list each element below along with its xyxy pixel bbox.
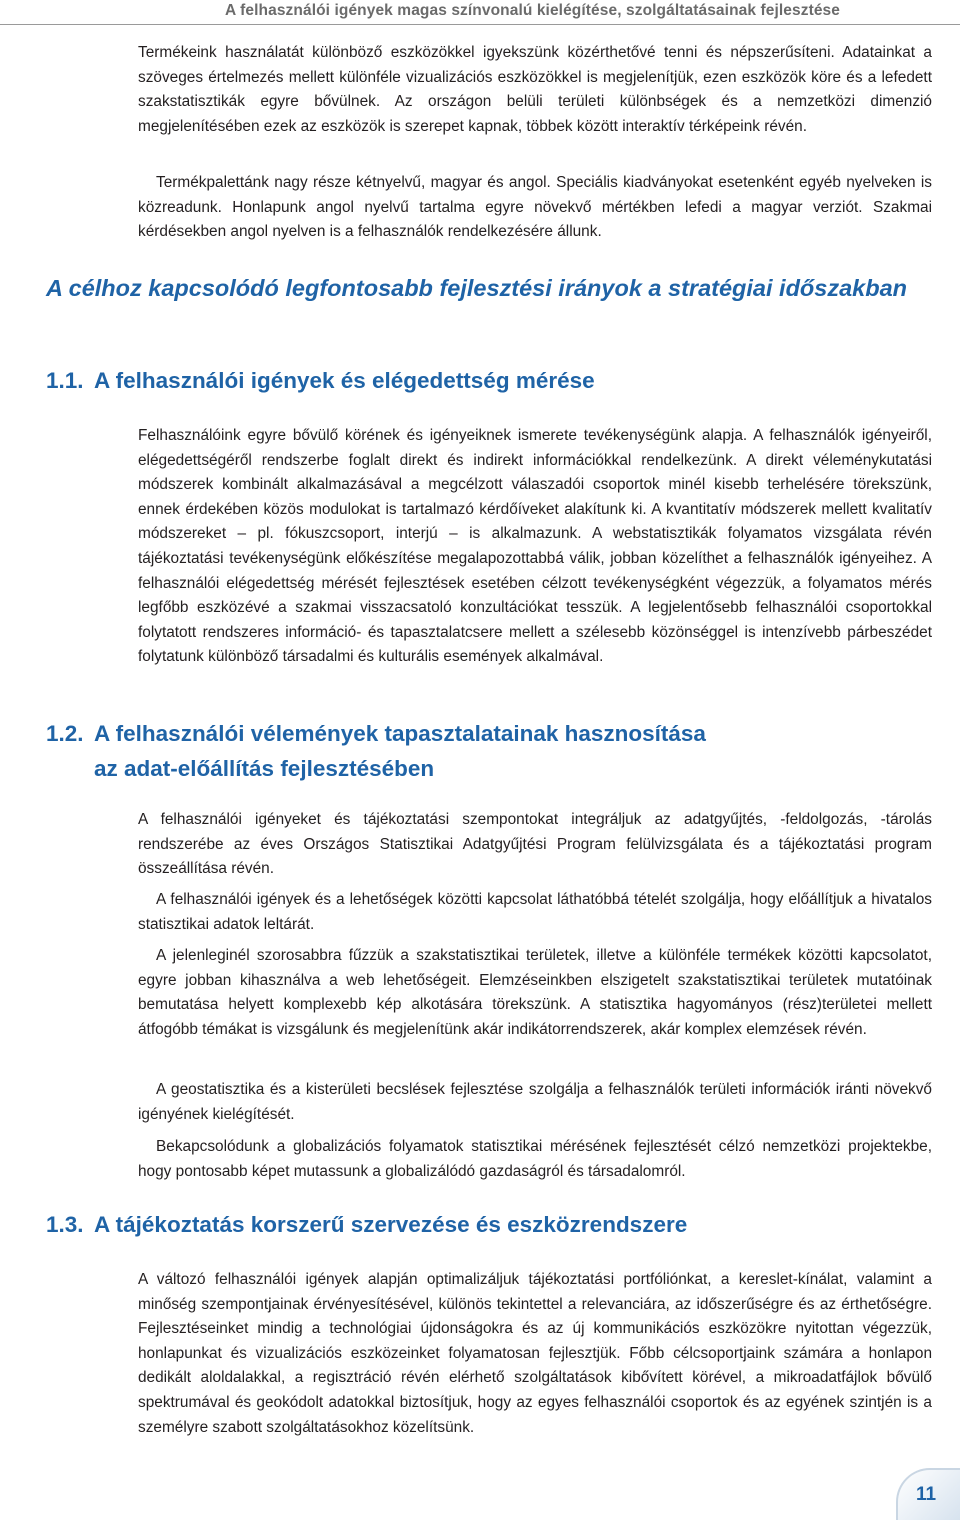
subsection-1-3-paragraph: A változó felhasználói igények alapján optimalizáljuk tájékoztatási portfóliónkat, a kereslet-kínálat, valamint a minőség szempontjainak érvényesítésével, különös tekintettel a relevanciára, az időszerűségre és az érthetőségre. Fejlesztéseinket mindig a technológiai újdonságokra és az új kommunikációs eszközökre nyitottan végezzük, honlapunkat és vizualizációs eszközeinket folyamatosan fejlesztjük. Főbb célcsoportjaink számára a honlapon dedikált aloldalakkal, a regisztráció révén elérhető szolgáltatások kibővített körével, a mikroadatfájlok bővülő spektrumával és geokódolt adatokkal biztosítjuk, hogy az egyes felhasználói csoportok és az egyének szintjén is a személyre szabott szolgáltatásokhoz közelítsünk. bbox=[138, 1271, 932, 1436]
subsection-title: A tájékoztatás korszerű szervezése és eszközrendszere bbox=[94, 1212, 688, 1237]
subsection-1-1-heading bbox=[46, 363, 926, 398]
subsection-1-2-paragraph-4: A geostatisztika és a kisterületi becslések fejlesztése szolgálja a felhasználók területi információk iránti növekvő igényének kielégítését. bbox=[138, 1081, 932, 1123]
running-header: A felhasználói igények magas színvonalú kielégítése, szolgáltatásainak fejlesztése bbox=[225, 2, 840, 19]
page-number: 11 bbox=[916, 1484, 937, 1505]
subsection-number: 1.3. bbox=[46, 1212, 84, 1237]
section-title: A célhoz kapcsolódó legfontosabb fejlesztési irányok a stratégiai időszakban bbox=[46, 275, 908, 301]
subsection-title-line-2: az adat-előállítás fejlesztésében bbox=[94, 756, 435, 781]
page-number-tab bbox=[896, 1468, 960, 1520]
subsection-1-2-paragraph-1: A felhasználói igényeket és tájékoztatási szempontokat integráljuk az adatgyűjtés, -feldolgozás, -tárolás rendszerébe az éves Országos Statisztikai Adatgyűjtési Program felülvizsgálata és a tájékoztatási program összeállítása révén. bbox=[138, 811, 932, 878]
subsection-number: 1.2. bbox=[46, 721, 84, 746]
subsection-title: A felhasználói igények és elégedettség mérése bbox=[94, 368, 595, 393]
subsection-number: 1.1. bbox=[46, 368, 84, 393]
header-divider bbox=[0, 24, 960, 25]
subsection-1-2-paragraph-2: A felhasználói igények és a lehetőségek közötti kapcsolat láthatóbbá tételét szolgálja, hogy előállítjuk a hivatalos statisztikai adatok leltárát. bbox=[138, 891, 932, 933]
subsection-1-2-paragraph-5: Bekapcsolódunk a globalizációs folyamatok statisztikai mérésének fejlesztését célzó nemzetközi projektekbe, hogy pontosabb képet mutassunk a globalizálódó gazdaságról és társadalomról. bbox=[138, 1138, 932, 1180]
intro-paragraph-2: Termékpalettánk nagy része kétnyelvű, magyar és angol. Speciális kiadványokat esetenként egyéb nyelveken is közreadunk. Honlapunk angol nyelvű tartalma egyre növekvő mértékben lefedi a magyar verziót. Szakmai kérdésekben angol nyelven is a felhasználók rendelkezésére állunk. bbox=[138, 174, 932, 241]
subsection-title-line-1: A felhasználói vélemények tapasztalatainak hasznosítása bbox=[94, 721, 706, 746]
subsection-1-3-heading bbox=[46, 1207, 926, 1242]
intro-paragraph-1: Termékeink használatát különböző eszközökkel igyekszünk közérthetővé tenni és népszerűsíteni. Adatainkat a szöveges értelmezés mellett különféle vizualizációs eszközökkel is megjelenítjük, ezen eszközök köre és a lefedett szakstatisztikák egyre bővülnek. Az országon belüli területi különbségek és a nemzetközi dimenzió megjelenítésében ezek az eszközök is szerepet kapnak, többek között interaktív térképeink révén. bbox=[138, 44, 932, 135]
subsection-1-2-heading bbox=[46, 716, 926, 786]
subsection-1-2-paragraph-3: A jelenleginél szorosabbra fűzzük a szakstatisztikai területek, illetve a különféle termékek közötti kapcsolatot, egyre jobban kihasználva a web lehetőségeit. Elemzéseinkben elszigetelt szakstatisztikai területek mutatóinak bemutatása helyett komplexebb kép alkotására törekszünk. A statisztika hagyományos (rész)területei mellett átfogóbb témákat is vizsgálunk és megjelenítünk akár indikátorrendszerek, akár komplex elemzések révén. bbox=[138, 947, 932, 1038]
subsection-1-1-paragraph: Felhasználóink egyre bővülő körének és igényeiknek ismerete tevékenységünk alapja. A felhasználók igényeiről, elégedettségéről rendszerbe foglalt direkt és indirekt információkkal rendelkezünk. A direkt véleménykutatási módszerek kombinált alkalmazásával a megcélzott válaszadói csoportok minél kisebb terhelésére törekszünk, ennek érdekében közös modulokat is tartalmazó kérdőíveket alakítunk ki. A kvantitatív módszerek mellett kvalitatív módszereket – pl. fókuszcsoport, interjú – is alkalmazunk. A webstatisztikák folyamatos vizsgálata révén tájékoztatási tevékenységünk előkészítése megalapozottabbá válik, jobban közelíthet a felhasználók igényeihez. A felhasználói elégedettség mérését fejlesztések esetében célzott tevékenységként végezzük, a folyamatos mérés legfőbb eszközévé a szakmai visszacsatoló konzultációkat tesszük. A legjelentősebb felhasználói csoportokkal folytatott rendszeres információ- és tapasztalatcsere mellett a szélesebb közönséggel is intenzívebb párbeszédet folytatunk különböző társadalmi és kulturális események alkalmával. bbox=[138, 427, 932, 666]
